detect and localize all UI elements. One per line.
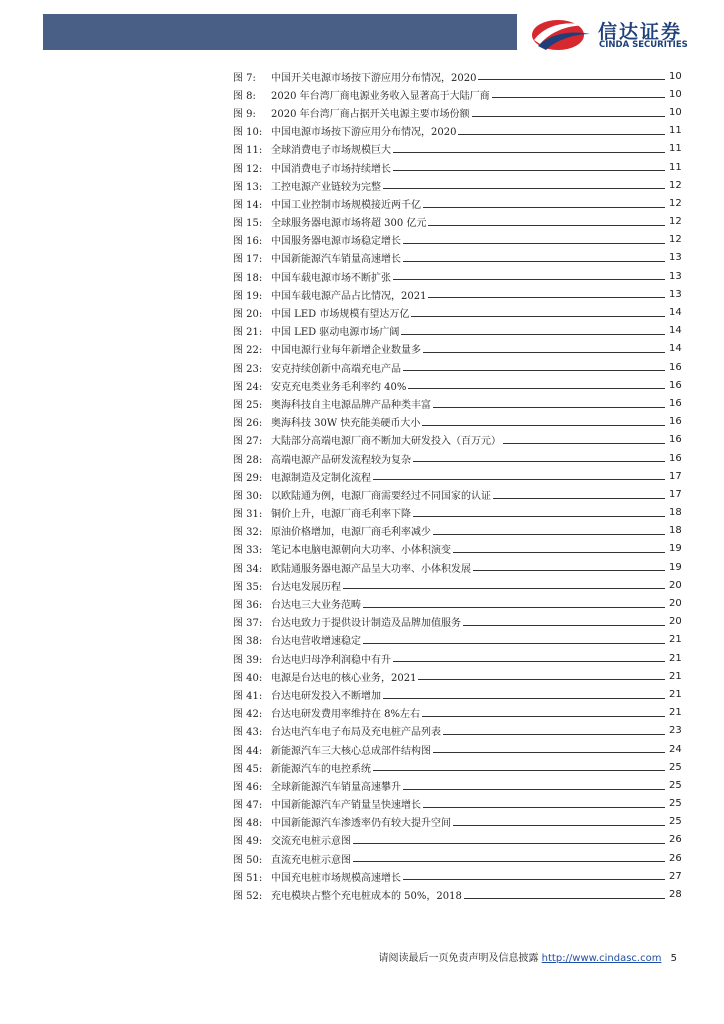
figure-page-number: 12: [669, 234, 682, 246]
toc-entry[interactable]: [233, 576, 681, 594]
figure-page-number: 20: [669, 579, 682, 591]
figure-number: 图 35:: [233, 581, 263, 593]
figure-page-number: 12: [669, 216, 682, 228]
toc-entry[interactable]: [233, 231, 681, 249]
toc-entry[interactable]: [233, 594, 681, 612]
dot-leader: [393, 661, 665, 662]
figure-number: 图 39:: [233, 654, 263, 666]
figure-title: 中国电源市场按下游应用分布情况，2020: [271, 127, 457, 139]
dot-leader: [363, 643, 665, 644]
figure-number: 图 51:: [233, 872, 263, 884]
dot-leader: [393, 152, 665, 153]
toc-entry[interactable]: [233, 685, 681, 703]
dot-leader: [422, 425, 665, 426]
dot-leader: [428, 297, 665, 298]
figure-number: 图 7:: [233, 72, 256, 84]
figure-page-number: 18: [669, 507, 682, 519]
cinda-logo: [528, 14, 708, 54]
figure-title: 台达电研发费用率维持在 8%左右: [271, 709, 421, 721]
figure-number: 图 37:: [233, 618, 263, 630]
figure-number: 图 49:: [233, 836, 263, 848]
figure-number: 图 45:: [233, 763, 263, 775]
figure-number: 图 20:: [233, 309, 263, 321]
figure-number: 图 38:: [233, 636, 263, 648]
figure-title: 笔记本电脑电源朝向大功率、小体积演变: [271, 545, 451, 557]
figure-number: 图 8:: [233, 90, 256, 102]
figure-title: 中国车载电源市场不断扩张: [271, 272, 391, 284]
dot-leader: [403, 370, 665, 371]
figure-title: 台达电汽车电子布局及充电桩产品列表: [271, 727, 441, 739]
toc-entry[interactable]: [233, 885, 681, 903]
figure-number: 图 52:: [233, 891, 263, 903]
figure-title: 台达电研发投入不断增加: [271, 690, 381, 702]
cinda-logo-icon: [528, 14, 592, 54]
dot-leader: [443, 734, 665, 735]
figure-number: 图 21:: [233, 327, 263, 339]
figure-title: 台达电归母净利润稳中有升: [271, 654, 391, 666]
toc-entry[interactable]: [233, 103, 681, 121]
toc-entry[interactable]: [233, 740, 681, 758]
toc-entry[interactable]: [233, 213, 681, 231]
footer-page-number: 5: [670, 953, 677, 964]
footer-disclaimer: 请阅读最后一页免责声明及信息披露: [378, 953, 539, 964]
toc-entry[interactable]: [233, 122, 681, 140]
dot-leader: [411, 316, 665, 317]
figure-page-number: 17: [669, 470, 682, 482]
figure-page-number: 16: [669, 379, 682, 391]
figure-page-number: 21: [669, 652, 682, 664]
toc-entry[interactable]: [233, 758, 681, 776]
toc-entry[interactable]: [233, 322, 681, 340]
dot-leader: [383, 698, 665, 699]
toc-entry[interactable]: [233, 504, 681, 522]
dot-leader: [383, 188, 665, 189]
dot-leader: [403, 261, 665, 262]
figure-page-number: 12: [669, 179, 682, 191]
dot-leader: [428, 225, 665, 226]
dot-leader: [353, 861, 665, 862]
dot-leader: [453, 825, 665, 826]
dot-leader: [478, 79, 665, 80]
figure-page-number: 19: [669, 543, 682, 555]
toc-entry[interactable]: [233, 67, 681, 85]
toc-entry[interactable]: [233, 795, 681, 813]
dot-leader: [493, 498, 665, 499]
figure-page-number: 11: [669, 161, 682, 173]
figure-number: 图 32:: [233, 527, 263, 539]
figure-title: 安克充电类业务毛利率约 40%: [271, 381, 407, 393]
figure-page-number: 16: [669, 416, 682, 428]
figure-title: 台达电营收增速稳定: [271, 636, 361, 648]
figure-number: 图 28:: [233, 454, 263, 466]
figure-title: 新能源汽车的电控系统: [271, 763, 371, 775]
figure-number: 图 15:: [233, 218, 263, 230]
figure-page-number: 10: [669, 106, 682, 118]
toc-entry[interactable]: [233, 249, 681, 267]
toc-entry[interactable]: [233, 340, 681, 358]
figure-title: 欧陆通服务器电源产品呈大功率、小体积发展: [271, 563, 471, 575]
figure-title: 中国充电桩市场规模高速增长: [271, 872, 401, 884]
dot-leader: [503, 443, 665, 444]
figure-title: 铜价上升，电源厂商毛利率下降: [271, 509, 411, 521]
figure-list: [233, 67, 681, 904]
dot-leader: [363, 607, 665, 608]
dot-leader: [453, 552, 665, 553]
figure-page-number: 16: [669, 452, 682, 464]
figure-number: 图 43:: [233, 727, 263, 739]
figure-number: 图 36:: [233, 600, 263, 612]
figure-number: 图 18:: [233, 272, 263, 284]
figure-title: 全球消费电子市场规模巨大: [271, 145, 391, 157]
dot-leader: [353, 843, 665, 844]
figure-number: 图 41:: [233, 690, 263, 702]
figure-number: 图 50:: [233, 854, 263, 866]
figure-number: 图 22:: [233, 345, 263, 357]
dot-leader: [492, 97, 665, 98]
figure-title: 原油价格增加，电源厂商毛利率减少: [271, 527, 431, 539]
figure-title: 台达电发展历程: [271, 581, 341, 593]
figure-page-number: 20: [669, 598, 682, 610]
dot-leader: [423, 207, 665, 208]
figure-number: 图 31:: [233, 509, 263, 521]
figure-title: 电源是台达电的核心业务，2021: [271, 672, 417, 684]
figure-page-number: 13: [669, 288, 682, 300]
figure-title: 中国服务器电源市场稳定增长: [271, 236, 401, 248]
figure-title: 中国新能源汽车销量高速增长: [271, 254, 401, 266]
figure-page-number: 25: [669, 798, 682, 810]
figure-page-number: 18: [669, 525, 682, 537]
dot-leader: [343, 588, 665, 589]
figure-page-number: 25: [669, 761, 682, 773]
dot-leader: [403, 243, 665, 244]
figure-number: 图 17:: [233, 254, 263, 266]
dot-leader: [403, 879, 665, 880]
figure-title: 奥海科技自主电源品牌产品种类丰富: [271, 399, 431, 411]
figure-number: 图 9:: [233, 108, 256, 120]
figure-page-number: 16: [669, 361, 682, 373]
figure-title: 台达电三大业务范畴: [271, 600, 361, 612]
dot-leader: [408, 388, 665, 389]
figure-page-number: 13: [669, 270, 682, 282]
figure-title: 中国车载电源产品占比情况，2021: [271, 290, 427, 302]
dot-leader: [413, 461, 665, 462]
toc-entry[interactable]: [233, 158, 681, 176]
figure-page-number: 21: [669, 634, 682, 646]
toc-entry[interactable]: [233, 776, 681, 794]
toc-entry[interactable]: [233, 285, 681, 303]
figure-title: 中国电源行业每年新增企业数量多: [271, 345, 421, 357]
figure-page-number: 24: [669, 743, 682, 755]
figure-title: 中国工业控制市场规模接近两千亿: [271, 199, 421, 211]
figure-number: 图 33:: [233, 545, 263, 557]
toc-entry[interactable]: [233, 522, 681, 540]
figure-page-number: 10: [669, 88, 682, 100]
figure-page-number: 14: [669, 325, 682, 337]
toc-entry[interactable]: [233, 194, 681, 212]
toc-entry[interactable]: [233, 558, 681, 576]
figure-title: 全球服务器电源市场将超 300 亿元: [271, 218, 427, 230]
figure-title: 全球新能源汽车销量高速攀升: [271, 781, 401, 793]
figure-page-number: 21: [669, 707, 682, 719]
dot-leader: [423, 807, 665, 808]
figure-number: 图 26:: [233, 418, 263, 430]
toc-entry[interactable]: [233, 813, 681, 831]
dot-leader: [433, 407, 665, 408]
figure-page-number: 13: [669, 252, 682, 264]
toc-entry[interactable]: [233, 540, 681, 558]
figure-title: 2020 年台湾厂商占据开关电源主要市场份额: [271, 108, 470, 120]
figure-page-number: 12: [669, 197, 682, 209]
figure-number: 图 29:: [233, 472, 263, 484]
figure-title: 新能源汽车三大核心总成部件结构图: [271, 745, 431, 757]
figure-page-number: 25: [669, 779, 682, 791]
figure-number: 图 25:: [233, 399, 263, 411]
figure-number: 图 42:: [233, 709, 263, 721]
toc-entry[interactable]: [233, 394, 681, 412]
figure-number: 图 11:: [233, 145, 263, 157]
figure-title: 以欧陆通为例，电源厂商需要经过不同国家的认证: [271, 490, 491, 502]
logo-chinese-text: 信达证券: [598, 21, 683, 43]
toc-entry[interactable]: [233, 867, 681, 885]
toc-entry[interactable]: [233, 449, 681, 467]
dot-leader: [413, 516, 665, 517]
figure-page-number: 28: [669, 889, 682, 901]
page-footer: [0, 949, 677, 964]
figure-title: 中国新能源汽车渗透率仍有较大提升空间: [271, 818, 451, 830]
figure-number: 图 14:: [233, 199, 263, 211]
toc-entry[interactable]: [233, 485, 681, 503]
figure-number: 图 13:: [233, 181, 263, 193]
toc-entry[interactable]: [233, 722, 681, 740]
toc-entry[interactable]: [233, 85, 681, 103]
figure-page-number: 23: [669, 725, 682, 737]
header-band: [43, 14, 517, 50]
figure-number: 图 24:: [233, 381, 263, 393]
toc-entry[interactable]: [233, 704, 681, 722]
toc-entry[interactable]: [233, 831, 681, 849]
figure-number: 图 16:: [233, 236, 263, 248]
figure-title: 安克持续创新中高端充电产品: [271, 363, 401, 375]
figure-title: 高端电源产品研发流程较为复杂: [271, 454, 411, 466]
toc-entry[interactable]: [233, 303, 681, 321]
figure-title: 中国开关电源市场按下游应用分布情况，2020: [271, 72, 477, 84]
figure-number: 图 10:: [233, 127, 263, 139]
figure-page-number: 11: [669, 143, 682, 155]
dot-leader: [373, 479, 665, 480]
dot-leader: [393, 279, 665, 280]
figure-page-number: 26: [669, 852, 682, 864]
dot-leader: [433, 752, 665, 753]
figure-number: 图 40:: [233, 672, 263, 684]
figure-number: 图 12:: [233, 163, 263, 175]
dot-leader: [403, 789, 665, 790]
figure-number: 图 27:: [233, 436, 263, 448]
toc-entry[interactable]: [233, 358, 681, 376]
figure-page-number: 14: [669, 343, 682, 355]
figure-title: 中国消费电子市场持续增长: [271, 163, 391, 175]
dot-leader: [423, 352, 665, 353]
figure-title: 奥海科技 30W 快充能美硬币大小: [271, 418, 421, 430]
figure-page-number: 10: [669, 70, 682, 82]
toc-entry[interactable]: [233, 267, 681, 285]
dot-leader: [418, 679, 665, 680]
figure-number: 图 46:: [233, 781, 263, 793]
figure-title: 大陆部分高端电源厂商不断加大研发投入（百万元）: [271, 436, 501, 448]
figure-number: 图 19:: [233, 290, 263, 302]
dot-leader: [472, 116, 665, 117]
figure-page-number: 21: [669, 670, 682, 682]
figure-title: 2020 年台湾厂商电源业务收入显著高于大陆厂商: [271, 90, 490, 102]
figure-page-number: 16: [669, 434, 682, 446]
figure-page-number: 14: [669, 307, 682, 319]
toc-entry[interactable]: [233, 467, 681, 485]
dot-leader: [458, 134, 665, 135]
figure-page-number: 16: [669, 397, 682, 409]
figure-page-number: 19: [669, 561, 682, 573]
figure-title: 中国 LED 市场规模有望达万亿: [271, 309, 410, 321]
dot-leader: [463, 625, 665, 626]
figure-title: 中国 LED 驱动电源市场广阔: [271, 327, 400, 339]
dot-leader: [473, 570, 665, 571]
toc-entry[interactable]: [233, 413, 681, 431]
figure-page-number: 21: [669, 688, 682, 700]
toc-entry[interactable]: [233, 667, 681, 685]
toc-entry[interactable]: [233, 849, 681, 867]
footer-website-link[interactable]: http://www.cindasc.com: [541, 953, 662, 964]
figure-title: 直流充电桩示意图: [271, 854, 351, 866]
toc-entry[interactable]: [233, 431, 681, 449]
toc-entry[interactable]: [233, 140, 681, 158]
figure-page-number: 27: [669, 870, 682, 882]
figure-title: 台达电致力于提供设计制造及品牌加值服务: [271, 618, 461, 630]
figure-title: 工控电源产业链较为完整: [271, 181, 381, 193]
figure-title: 充电模块占整个充电桩成本的 50%，2018: [271, 891, 462, 903]
figure-title: 中国新能源汽车产销量呈快速增长: [271, 800, 421, 812]
dot-leader: [373, 770, 665, 771]
toc-entry[interactable]: [233, 613, 681, 631]
figure-page-number: 25: [669, 816, 682, 828]
figure-title: 交流充电桩示意图: [271, 836, 351, 848]
dot-leader: [401, 334, 665, 335]
dot-leader: [393, 170, 665, 171]
toc-entry[interactable]: [233, 176, 681, 194]
figure-number: 图 48:: [233, 818, 263, 830]
dot-leader: [433, 534, 665, 535]
figure-title: 电源制造及定制化流程: [271, 472, 371, 484]
figure-number: 图 44:: [233, 745, 263, 757]
figure-page-number: 11: [669, 125, 682, 137]
dot-leader: [464, 898, 665, 899]
figure-number: 图 47:: [233, 800, 263, 812]
toc-entry[interactable]: [233, 631, 681, 649]
toc-entry[interactable]: [233, 649, 681, 667]
figure-number: 图 23:: [233, 363, 263, 375]
figure-page-number: 26: [669, 834, 682, 846]
figure-number: 图 30:: [233, 490, 263, 502]
figure-number: 图 34:: [233, 563, 263, 575]
toc-entry[interactable]: [233, 376, 681, 394]
figure-page-number: 20: [669, 616, 682, 628]
figure-page-number: 17: [669, 488, 682, 500]
logo-english-text: CINDA SECURITIES: [599, 40, 688, 50]
dot-leader: [422, 716, 665, 717]
